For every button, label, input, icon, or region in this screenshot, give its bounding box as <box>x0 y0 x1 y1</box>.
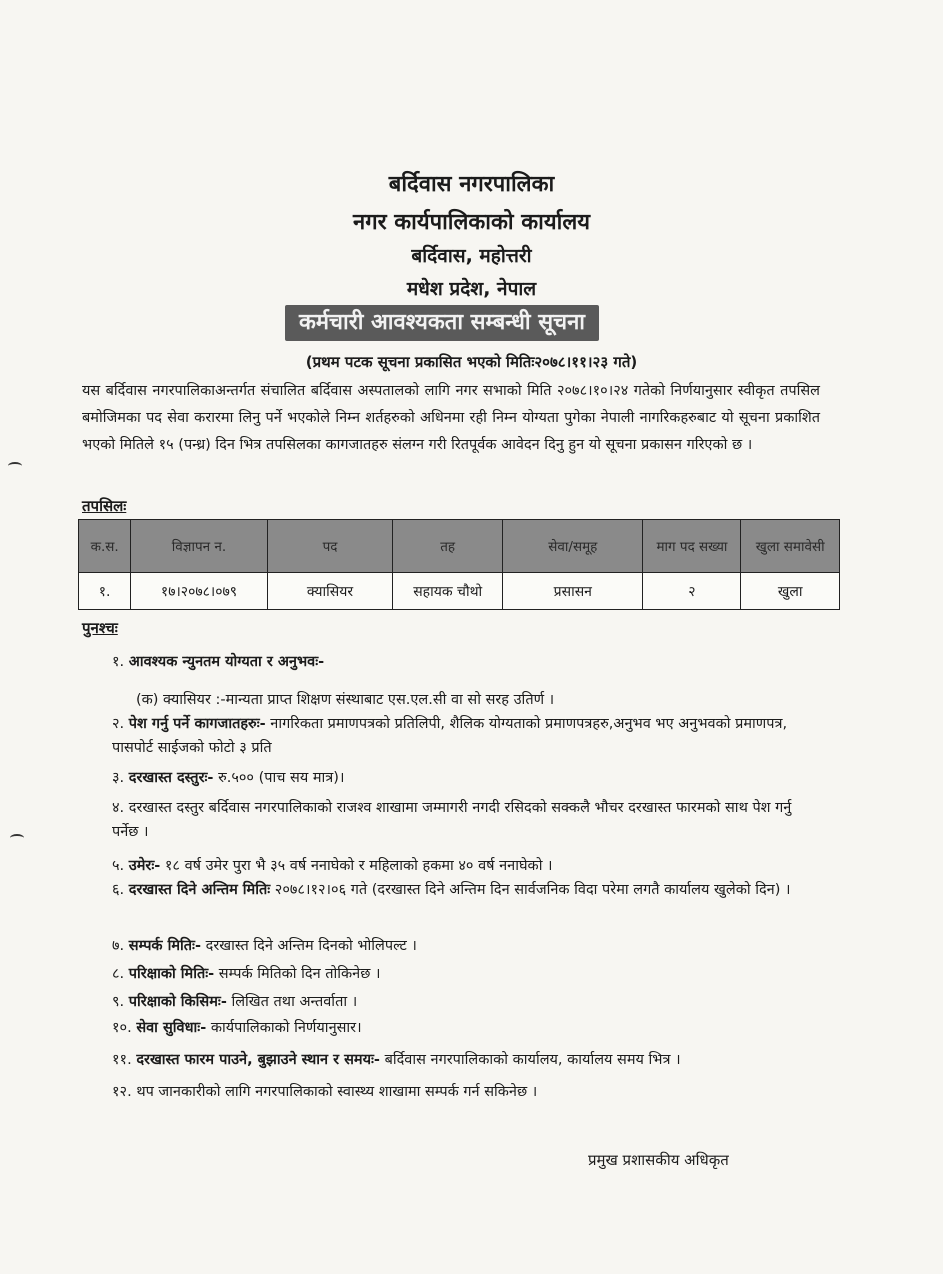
publication-date-line: (प्रथम पटक सूचना प्रकासित भएको मितिः२०७८।११।२३ गते) <box>305 353 638 371</box>
scan-mark-decoration <box>10 834 24 842</box>
scan-mark-decoration <box>8 462 22 470</box>
condition-item: १. आवश्यक न्युनतम योग्यता र अनुभवः- <box>112 654 325 670</box>
col-header-level: तह <box>393 520 503 573</box>
condition-item: ५. उमेरः- १८ वर्ष उमेर पुरा भै ३५ वर्ष ननाघेको र महिलाको हकमा ४० वर्ष ननाघेको । <box>112 858 553 874</box>
col-header-sn: क.स. <box>79 520 131 573</box>
condition-item: १२. थप जानकारीको लागि नगरपालिकाको स्वास्थ्य शाखामा सम्पर्क गर्न सकिनेछ । <box>112 1084 538 1100</box>
condition-item: २. पेश गर्नु पर्ने कागजातहरुः- नागरिकता प्रमाणपत्रको प्रतिलिपी, शैलिक योग्यताको प्रमाणपत्रहरु,अनुभव भए अनुभवको प्रमाणपत्र, पासपोर्ट साईजको फोटो ३ प्रति <box>112 716 788 756</box>
office-name: नगर कार्यपालिकाको कार्यालय <box>353 210 590 235</box>
condition-item: ८. परिक्षाको मितिः- सम्पर्क मितिको दिन तोकिनेछ । <box>112 966 381 982</box>
cell-post: क्यासियर <box>267 573 392 610</box>
cell-service-group: प्रसासन <box>503 573 643 610</box>
signatory-title: प्रमुख प्रशासकीय अधिकृत <box>588 1151 729 1169</box>
condition-item: ६. दरखास्त दिने अन्तिम मितिः २०७८।१२।०६ गते (दरखास्त दिने अन्तिम दिन सार्वजनिक विदा परेमा लगतै कार्यालय खुलेको दिन) । <box>112 882 791 898</box>
condition-item: (क) क्यासियर :-मान्यता प्राप्त शिक्षण संस्थाबाट एस.एल.सी वा सो सरह उतिर्ण । <box>136 692 555 708</box>
office-address: बर्दिवास, महोत्तरी <box>411 245 532 267</box>
condition-item: ७. सम्पर्क मितिः- दरखास्त दिने अन्तिम दिनको भोलिपल्ट । <box>112 938 417 954</box>
intro-paragraph: यस बर्दिवास नगरपालिकाअन्तर्गत संचालित बर्दिवास अस्पतालको लागि नगर सभाको मिति २०७८।१०।२४ गतेको निर्णयानुसार स्वीकृत तपसिल बमोजिमका पद सेवा करारमा लिनु पर्ने भएकोले निम्न शर्तहरुको अधिनमा रही निम्न योग्यता पुगेका नेपाली नागरिकहरुबाट यो सूचना प्रकाशित भएको मितिले १५ (पन्ध्र) दिन भित्र तपसिलका कागजातहरु संलग्न गरी रितपूर्वक आवेदन दिनु हुन यो सूचना प्रकासन गरिएको छ । <box>82 383 820 453</box>
cell-level: सहायक चौथो <box>393 573 503 610</box>
municipality-name: बर्दिवास नगरपालिका <box>388 172 555 197</box>
col-header-open-inclusive: खुला समावेसी <box>741 520 840 573</box>
details-label: तपसिलः <box>82 497 127 515</box>
cell-ad-number: १७।२०७८।०७९ <box>131 573 268 610</box>
table-header-row <box>79 520 840 573</box>
notice-title-banner: कर्मचारी आवश्यकता सम्बन्धी सूचना <box>285 305 599 341</box>
condition-item: ११. दरखास्त फारम पाउने, बुझाउने स्थान र समयः- बर्दिवास नगरपालिकाको कार्यालय, कार्यालय समय भित्र । <box>112 1052 681 1068</box>
cell-open-inclusive: खुला <box>741 573 840 610</box>
cell-sn: १. <box>79 573 131 610</box>
col-header-service-group: सेवा/समूह <box>503 520 643 573</box>
postscript-label: पुनश्चः <box>82 619 118 637</box>
vacancy-table <box>78 519 840 610</box>
col-header-demand-count: माग पद सख्या <box>643 520 741 573</box>
condition-item: ९. परिक्षाको किसिमः- लिखित तथा अन्तर्वाता । <box>112 994 358 1010</box>
table-row <box>79 573 840 610</box>
condition-item: ३. दरखास्त दस्तुरः- रु.५०० (पाच सय मात्र)। <box>112 770 345 786</box>
condition-item: १०. सेवा सुविधाः- कार्यपालिकाको निर्णयानुसार। <box>112 1020 362 1036</box>
cell-demand-count: २ <box>643 573 741 610</box>
condition-item: ४. दरखास्त दस्तुर बर्दिवास नगरपालिकाको राजश्व शाखामा जम्मागरी नगदी रसिदको सक्कलै भौचर दरखास्त फारमको साथ पेश गर्नु पर्नेछ । <box>112 800 792 840</box>
col-header-ad-number: विज्ञापन न. <box>131 520 268 573</box>
col-header-post: पद <box>267 520 392 573</box>
province-country: मधेश प्रदेश, नेपाल <box>406 278 537 300</box>
